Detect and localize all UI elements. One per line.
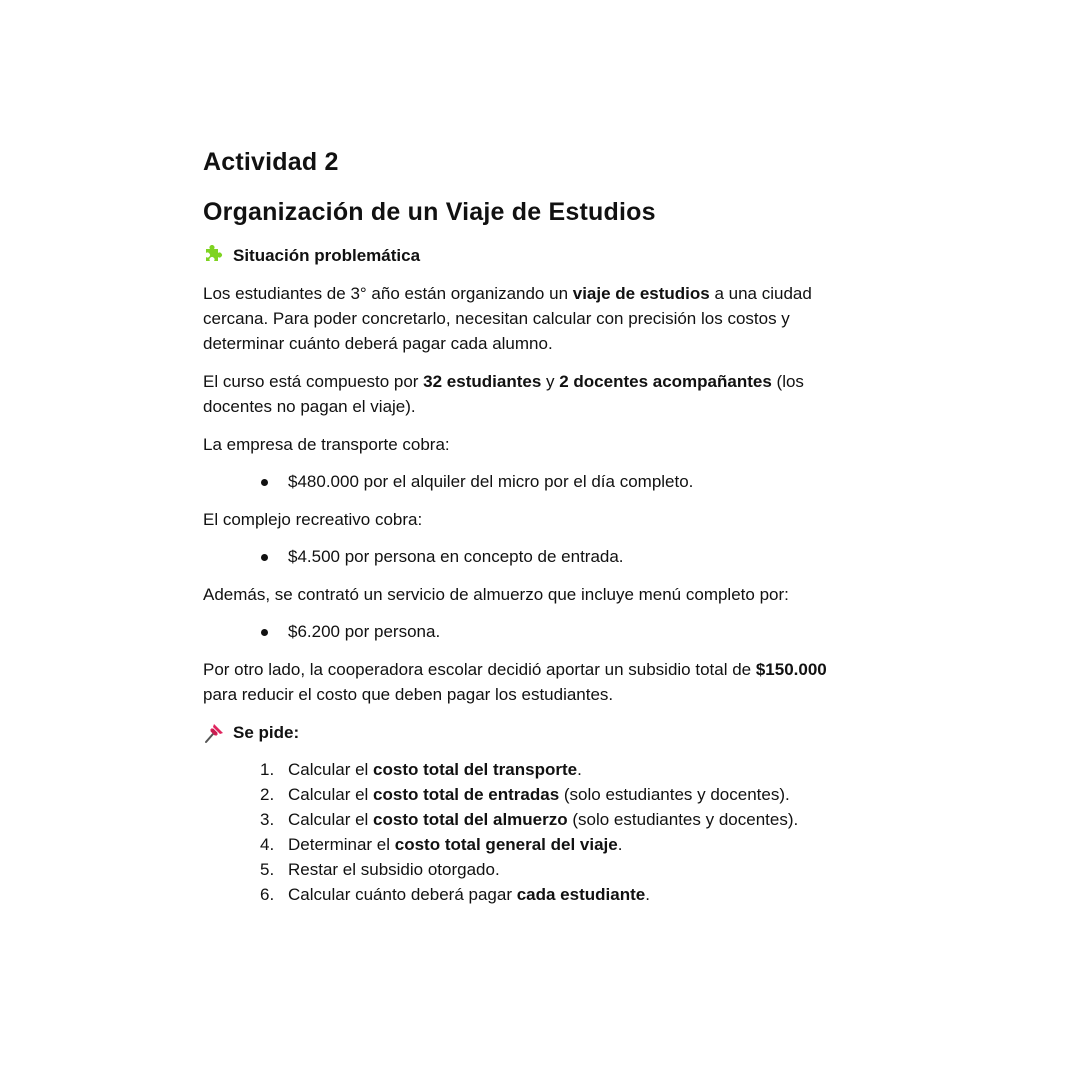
intro-text-bold: viaje de estudios xyxy=(572,284,710,303)
task-number: 2. xyxy=(260,785,275,804)
complex-intro: El complejo recreativo cobra: xyxy=(203,510,423,529)
task-tail: (solo estudiantes y docentes). xyxy=(567,810,799,829)
task-number: 4. xyxy=(260,835,275,854)
lunch-list xyxy=(203,619,863,644)
list-item xyxy=(203,469,863,494)
task-text: Calcular el xyxy=(288,785,374,804)
task-bold: costo total del transporte xyxy=(373,760,578,779)
task-bold: cada estudiante xyxy=(516,885,646,904)
situation-heading-label: Situación problemática xyxy=(233,246,421,265)
task-bold: costo total del almuerzo xyxy=(373,810,568,829)
task-bold: costo total de entradas xyxy=(373,785,560,804)
task-bold: costo total general del viaje xyxy=(394,835,618,854)
course-paragraph xyxy=(203,369,863,419)
intro-paragraph xyxy=(203,281,863,356)
list-item xyxy=(203,882,863,907)
transport-intro: La empresa de transporte cobra: xyxy=(203,435,450,454)
list-item xyxy=(203,757,863,782)
task-tail: . xyxy=(645,885,650,904)
list-item xyxy=(203,832,863,857)
course-text-a: El curso está compuesto por xyxy=(203,372,424,391)
task-tail: . xyxy=(617,835,623,854)
task-tail: . xyxy=(577,760,582,779)
task-text: Calcular el xyxy=(288,810,374,829)
intro-text-c: a una ciudad cercana. Para poder concretarlo, necesitan calcular con precisión los costos y determinar cuánto deberá pagar cada alumno. xyxy=(203,284,812,353)
bullet-dot xyxy=(261,479,268,486)
course-students-bold: 32 estudiantes xyxy=(423,372,542,391)
tasks-heading xyxy=(203,721,863,745)
list-item xyxy=(203,807,863,832)
subsidy-text-c: para reducir el costo que deben pagar los estudiantes. xyxy=(203,685,614,704)
task-text: Determinar el xyxy=(288,835,395,854)
course-text-c: y xyxy=(541,372,560,391)
task-text: Calcular el xyxy=(288,760,374,779)
lunch-item-text: $6.200 por persona. xyxy=(288,622,441,641)
tasks-list xyxy=(203,757,863,907)
course-text-e: (los docentes no pagan el viaje). xyxy=(203,372,804,416)
task-number: 3. xyxy=(260,810,275,829)
task-number: 5. xyxy=(260,860,275,879)
list-item xyxy=(203,782,863,807)
task-text: Calcular cuánto deberá pagar xyxy=(288,885,517,904)
puzzle-piece-icon xyxy=(203,245,225,267)
subsidy-text-a: Por otro lado, la cooperadora escolar decidió aportar un subsidio total de xyxy=(203,660,756,679)
task-number: 1. xyxy=(260,760,275,779)
task-number: 6. xyxy=(260,885,275,904)
pushpin-icon xyxy=(203,722,225,744)
task-text: Restar el subsidio otorgado. xyxy=(288,860,500,879)
list-item xyxy=(203,619,863,644)
intro-text-a: Los estudiantes de 3° año están organizando un xyxy=(203,284,573,303)
situation-heading xyxy=(203,244,863,268)
tasks-heading-label: Se pide: xyxy=(233,723,300,742)
page-title: Organización de un Viaje de Estudios xyxy=(203,198,656,226)
list-item xyxy=(203,857,863,882)
activity-heading: Actividad 2 xyxy=(203,148,339,176)
list-item xyxy=(203,544,863,569)
document-page xyxy=(203,146,863,907)
transport-list xyxy=(203,469,863,494)
lunch-intro: Además, se contrató un servicio de almuerzo que incluye menú completo por: xyxy=(203,585,789,604)
course-teachers-bold: 2 docentes acompañantes xyxy=(559,372,772,391)
transport-item-text: $480.000 por el alquiler del micro por el día completo. xyxy=(288,472,694,491)
complex-list xyxy=(203,544,863,569)
task-tail: (solo estudiantes y docentes). xyxy=(559,785,790,804)
complex-item-text: $4.500 por persona en concepto de entrada. xyxy=(288,547,624,566)
bullet-dot xyxy=(261,629,268,636)
subsidy-paragraph xyxy=(203,657,863,707)
subsidy-amount-bold: $150.000 xyxy=(755,660,827,679)
bullet-dot xyxy=(261,554,268,561)
